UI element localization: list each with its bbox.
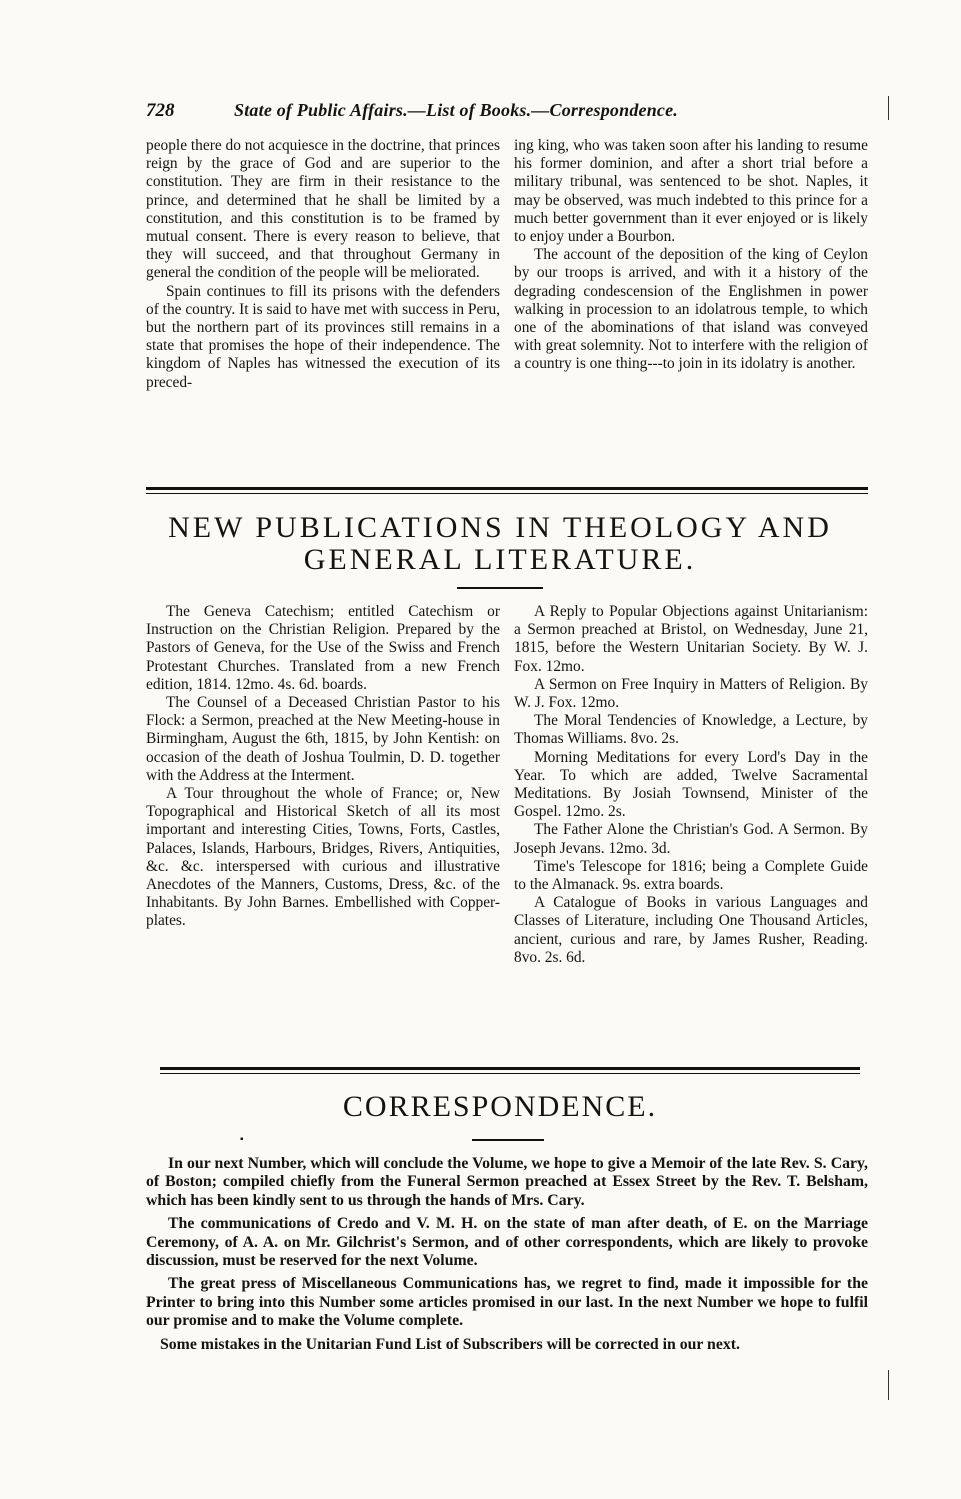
- print-speck: ▪: [240, 1134, 244, 1145]
- running-head: State of Public Affairs.—List of Books.—Correspondence.: [234, 100, 679, 120]
- public-affairs-section: [146, 137, 868, 392]
- correspondence-paragraph: In our next Number, which will conclude the Volume, we hope to give a Memoir of the late Rev. S. Cary, of Boston; compiled chiefly from the Funeral Sermon preached at Essex Street by the Rev. T. Belsham, which has been kindly sent to us through the hands of Mrs. Cary.: [146, 1155, 868, 1209]
- list-item: A Sermon on Free Inquiry in Matters of Religion. By W. J. Fox. 12mo.: [514, 675, 868, 712]
- correspondence-notes: [146, 1155, 868, 1359]
- list-item: Time's Telescope for 1816; being a Complete Guide to the Almanack. 9s. extra boards.: [514, 857, 868, 894]
- section-divider: [160, 1067, 860, 1074]
- correspondence-paragraph: Some mistakes in the Unitarian Fund List of Subscribers will be corrected in our next.: [160, 1335, 740, 1353]
- publications-title-line1: NEW PUBLICATIONS IN THEOLOGY AND: [168, 511, 832, 544]
- list-item: A Reply to Popular Objections against Unitarianism: a Sermon preached at Bristol, on Wednesday, June 21, 1815, before the Western Unitarian Society. By W. J. Fox. 12mo.: [514, 603, 868, 675]
- margin-mark: [888, 1370, 889, 1400]
- title-underline: [457, 587, 543, 589]
- list-item: A Tour throughout the whole of France; or, New Topographical and Historical Sketch of all its most important and interesting Cities, Towns, Forts, Castles, Palaces, Islands, Harbours, Bridges, Rivers, Antiquities, &c. &c. interspersed with curious and illustrative Anecdotes of the Manners, Customs, Dress, &c. of the Inhabitants. By John Barnes. Embellished with Copper-plates.: [146, 785, 500, 930]
- public-affairs-right-column: [514, 137, 868, 392]
- correspondence-paragraph: The great press of Miscellaneous Communications has, we regret to find, made it impossible for the Printer to bring into this Number some articles promised in our last. In the next Number we hope to fulfil our promise and to make the Volume complete.: [146, 1275, 868, 1330]
- publications-title-line2: GENERAL LITERATURE.: [303, 543, 697, 576]
- correspondence-paragraph: The communications of Credo and V. M. H. on the state of man after death, of E. on the Marriage Ceremony, of A. A. on Mr. Gilchrist's Sermon, and of other correspondents, which are likely to provoke discussion, must be reserved for the next Volume.: [146, 1215, 868, 1270]
- publications-left-column: [146, 603, 500, 967]
- paragraph: ing king, who was taken soon after his landing to resume his former dominion, and after a short trial before a military tribunal, was sentenced to be shot. Naples, it may be observed, was much indebted to this prince for a much better government than it ever enjoyed or is likely to enjoy under a Bourbon.: [514, 137, 868, 246]
- list-item: A Catalogue of Books in various Languages and Classes of Literature, including One Thousand Articles, ancient, curious and rare, by James Rusher, Reading. 8vo. 2s. 6d.: [514, 894, 868, 966]
- page-number: 728: [146, 100, 175, 121]
- paragraph: The account of the deposition of the king of Ceylon by our troops is arrived, and with it a history of the degrading condescension of the Englishmen in power walking in procession to an idolatrous temple, to which one of the abominations of that island was conveyed with great solemnity. Not to interfere with the religion of a country is one thing---to join in its idolatry is another.: [514, 246, 868, 373]
- list-item: The Geneva Catechism; entitled Catechism or Instruction on the Christian Religion. Prepared by the Pastors of Geneva, for the Use of the Swiss and French Protestant Churches. Translated from a new French edition, 1814. 12mo. 4s. 6d. boards.: [146, 603, 500, 693]
- running-header: [146, 100, 876, 126]
- publications-right-column: [514, 603, 868, 967]
- section-divider: [146, 487, 868, 494]
- public-affairs-left-column: [146, 137, 500, 392]
- list-item: The Father Alone the Christian's God. A Sermon. By Joseph Jevans. 12mo. 3d.: [514, 821, 868, 857]
- margin-mark: [888, 96, 889, 120]
- correspondence-title: CORRESPONDENCE.: [342, 1090, 658, 1123]
- paragraph: people there do not acquiesce in the doctrine, that princes reign by the grace of God and are superior to the constitution. They are firm in their resistance to the prince, and determined that he shall be limited by a constitution, and this constitution is to be framed by mutual consent. There is every reason to believe, that they will succeed, and that throughout Germany in general the condition of the people will be meliorated.: [146, 137, 500, 282]
- list-item: Morning Meditations for every Lord's Day in the Year. To which are added, Twelve Sacramental Meditations. By Josiah Townsend, Minister of the Gospel. 12mo. 2s.: [514, 748, 868, 821]
- publications-title: [120, 512, 880, 576]
- publications-list: [146, 603, 868, 967]
- title-underline: [472, 1139, 544, 1141]
- paragraph: Spain continues to fill its prisons with the defenders of the country. It is said to have met with success in Peru, but the northern part of its provinces still remains in a state that promises the hope of their independence. The kingdom of Naples has witnessed the execution of its preced-: [146, 282, 500, 391]
- list-item: The Moral Tendencies of Knowledge, a Lecture, by Thomas Williams. 8vo. 2s.: [514, 712, 868, 748]
- list-item: The Counsel of a Deceased Christian Pastor to his Flock: a Sermon, preached at the New Meeting-house in Birmingham, August the 6th, 1815, by John Kentish: on occasion of the death of Joshua Toulmin, D. D. together with the Address at the Interment.: [146, 694, 500, 784]
